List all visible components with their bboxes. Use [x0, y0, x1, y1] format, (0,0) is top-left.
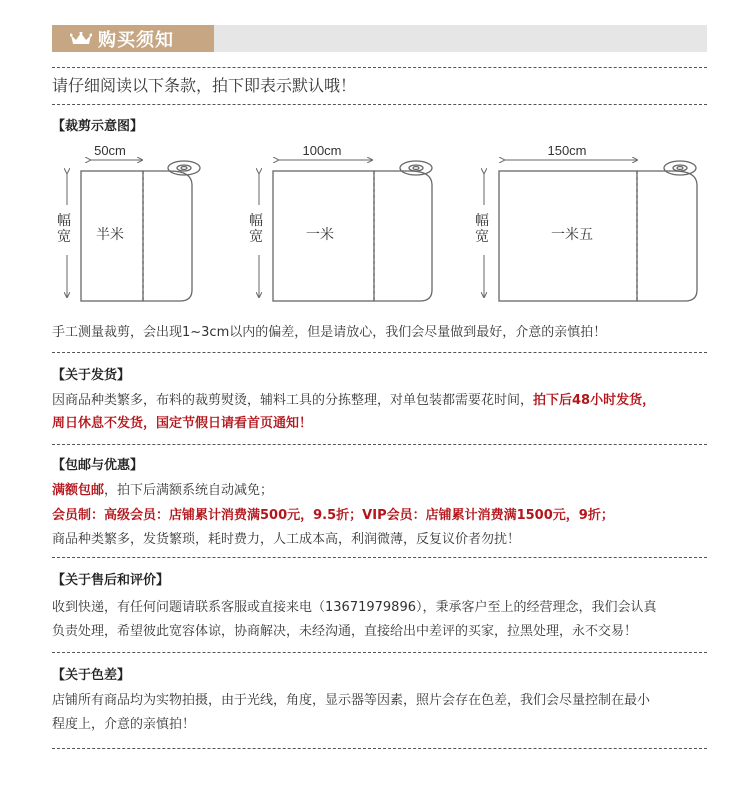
roll-center-label: 一米五 — [551, 227, 593, 243]
free-shipping-text: ，拍下后满额系统自动减免； — [104, 483, 274, 498]
discount-note: 商品种类繁多，发货繁琐，耗时费力，人工成本高，利润微薄，反复议价者勿扰！ — [52, 532, 521, 547]
cutting-note: 手工测量裁剪，会出现1~3cm以内的偏差，但是请放心，我们会尽量做到最好，介意的亲慎拍！ — [52, 325, 607, 340]
section-header — [52, 25, 707, 52]
divider — [52, 352, 707, 353]
divider — [52, 67, 707, 68]
color-line-2: 程度上，介意的亲慎拍！ — [52, 717, 196, 732]
roll-center-label: 半米 — [96, 227, 124, 243]
crown-icon — [70, 32, 92, 46]
color-line-1: 店铺所有商品均为实物拍摄，由于光线，角度，显示器等因素，照片会存在色差，我们会尽量控制在最小 — [52, 693, 651, 708]
discount-title: 【包邮与优惠】 — [52, 458, 144, 473]
aftersale-line-1: 收到快递，有任何问题请联系客服或直接来电（13671979896），秉承客户至上的经营理念，我们会认真 — [52, 600, 657, 615]
aftersale-line-2: 负责处理，希望彼此宽容体谅，协商解决，未经沟通，直接给出中差评的买家，拉黑处理，永不交易！ — [52, 624, 638, 639]
roll-width-label: 150cm — [547, 143, 587, 158]
header-tag — [52, 25, 214, 52]
roll-diagram-2 — [259, 160, 432, 301]
shipping-text: 因商品种类繁多，布料的裁剪熨烫，辅料工具的分拣整理，对单包装都需要花时间， — [52, 393, 534, 408]
roll-width-label: 50cm — [94, 143, 126, 158]
header-title: 购买须知 — [98, 29, 174, 51]
free-shipping-highlight: 满额包邮 — [52, 483, 105, 498]
divider — [52, 652, 707, 653]
shipping-line-2: 周日休息不发货，国定节假日请看首页通知！ — [52, 416, 313, 431]
intro-text: 请仔细阅读以下条款，拍下即表示默认哦！ — [52, 76, 357, 95]
divider — [52, 444, 707, 445]
roll-width-label: 100cm — [302, 143, 342, 158]
shipping-highlight: 拍下后48小时发货， — [533, 393, 656, 408]
side-label: 幅宽 — [249, 213, 263, 245]
aftersale-title: 【关于售后和评价】 — [52, 573, 170, 588]
side-label: 幅宽 — [57, 213, 71, 245]
divider — [52, 557, 707, 558]
roll-center-label: 一米 — [306, 227, 334, 243]
cutting-diagram-svg — [52, 140, 707, 310]
roll-diagram-1 — [67, 160, 200, 301]
shipping-title: 【关于发货】 — [52, 368, 131, 383]
shipping-line-1 — [52, 391, 655, 411]
free-shipping-line — [52, 481, 273, 501]
side-label: 幅宽 — [475, 213, 489, 245]
member-line: 会员制：高级会员：店铺累计消费满500元，9.5折；VIP会员：店铺累计消费满1500元，9折； — [52, 508, 614, 523]
color-title: 【关于色差】 — [52, 668, 131, 683]
divider — [52, 748, 707, 749]
cutting-title: 【裁剪示意图】 — [52, 119, 144, 134]
cutting-diagram — [52, 140, 707, 310]
divider — [52, 104, 707, 105]
